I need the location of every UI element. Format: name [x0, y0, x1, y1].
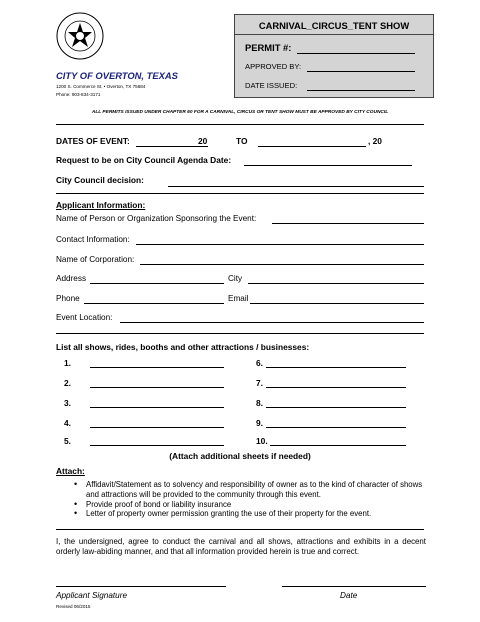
city-label: City: [228, 274, 243, 283]
list-number: 10.: [256, 436, 268, 446]
corporation-field[interactable]: [140, 264, 424, 265]
list-number: 7.: [256, 378, 263, 388]
list-number: 6.: [256, 358, 263, 368]
council-decision-field[interactable]: [168, 186, 424, 187]
corporation-label: Name of Corporation:: [56, 255, 135, 264]
declaration-text: I, the undersigned, agree to conduct the carnival and all shows, attractions and exhibits in a decent orderly law-abiding manner, and that all information provided herein is true and correct.: [56, 537, 426, 556]
show-entry-field[interactable]: [266, 407, 406, 408]
list-number: 9.: [256, 418, 263, 428]
phone-label: Phone: [56, 294, 80, 303]
year-prefix-start: 20: [198, 136, 208, 146]
attach-sheets-note: (Attach additional sheets if needed): [169, 451, 311, 461]
event-location-field[interactable]: [120, 322, 424, 323]
show-entry-field[interactable]: [266, 387, 406, 388]
show-entry-field[interactable]: [90, 427, 224, 428]
approved-by-field[interactable]: [307, 71, 415, 72]
sponsor-field[interactable]: [272, 223, 424, 224]
approved-by-label: APPROVED BY:: [245, 62, 302, 71]
city-name: CITY OF OVERTON, TEXAS: [56, 70, 178, 81]
date-issued-field[interactable]: [307, 90, 415, 91]
agenda-date-field[interactable]: [244, 165, 412, 166]
show-entry-field[interactable]: [90, 367, 224, 368]
contact-field[interactable]: [136, 244, 424, 245]
attach-item: • Letter of property owner permission granting the use of their property for the event.: [72, 509, 428, 519]
date-label: Date: [340, 591, 358, 600]
show-entry-field[interactable]: [90, 407, 224, 408]
shows-heading: List all shows, rides, booths and other attractions / businesses:: [56, 342, 310, 352]
email-label: Email: [228, 294, 249, 303]
revision-note: Revised 06/2015: [56, 604, 91, 609]
city-phone: Phone: 903-834-3171: [56, 92, 101, 97]
address-label: Address: [56, 274, 87, 283]
event-location-label: Event Location:: [56, 313, 113, 322]
permit-title: CARNIVAL_CIRCUS_TENT SHOW: [258, 20, 410, 31]
city-address: 1200 S. Commerce St. • Overton, TX 75684: [56, 84, 146, 89]
to-label: TO: [236, 136, 248, 146]
event-start-date-field[interactable]: [136, 146, 208, 147]
permit-number-label: PERMIT #:: [245, 42, 292, 53]
address-field[interactable]: [90, 283, 224, 284]
agenda-date-label: Request to be on City Council Agenda Date:: [56, 155, 232, 165]
show-entry-field[interactable]: [270, 445, 406, 446]
year-prefix-end: , 20: [368, 136, 382, 146]
council-notice: ALL PERMITS ISSUED UNDER CHAPTER 60 FOR A CARNIVAL, CIRCUS OR TENT SHOW MUST BE APPROVED BY CITY COUNCIL: [91, 110, 389, 115]
attach-list: [72, 480, 428, 519]
permit-number-field[interactable]: [297, 53, 415, 54]
show-entry-field[interactable]: [90, 445, 224, 446]
signature-date-field[interactable]: [282, 586, 426, 587]
city-field[interactable]: [248, 283, 424, 284]
email-field[interactable]: [250, 303, 424, 304]
list-number: 1.: [64, 358, 71, 368]
city-seal-icon: [56, 12, 104, 60]
show-entry-field[interactable]: [90, 387, 224, 388]
applicant-info-heading: Applicant Information:: [56, 200, 146, 210]
dates-of-event-label: DATES OF EVENT:: [56, 136, 130, 146]
list-number: 4.: [64, 418, 71, 428]
list-number: 2.: [64, 378, 71, 388]
show-entry-field[interactable]: [266, 367, 406, 368]
contact-label: Contact Information:: [56, 235, 130, 244]
show-entry-field[interactable]: [266, 427, 406, 428]
permit-box: [234, 14, 434, 98]
event-end-date-field[interactable]: [258, 146, 366, 147]
attach-heading: Attach:: [56, 466, 85, 476]
list-number: 3.: [64, 398, 71, 408]
date-issued-label: DATE ISSUED:: [245, 81, 298, 90]
sponsor-label: Name of Person or Organization Sponsoring the Event:: [56, 214, 257, 223]
attach-item: • Provide proof of bond or liability insurance: [72, 500, 428, 510]
applicant-signature-field[interactable]: [56, 586, 226, 587]
attach-item: • Affidavit/Statement as to solvency and responsibility of owner as to the kind of character of shows and attractions will be provided to the community through this event.: [72, 480, 428, 500]
applicant-signature-label: Applicant Signature: [56, 591, 128, 600]
phone-field[interactable]: [84, 303, 224, 304]
list-number: 5.: [64, 436, 71, 446]
list-number: 8.: [256, 398, 263, 408]
council-decision-label: City Council decision:: [56, 175, 144, 185]
